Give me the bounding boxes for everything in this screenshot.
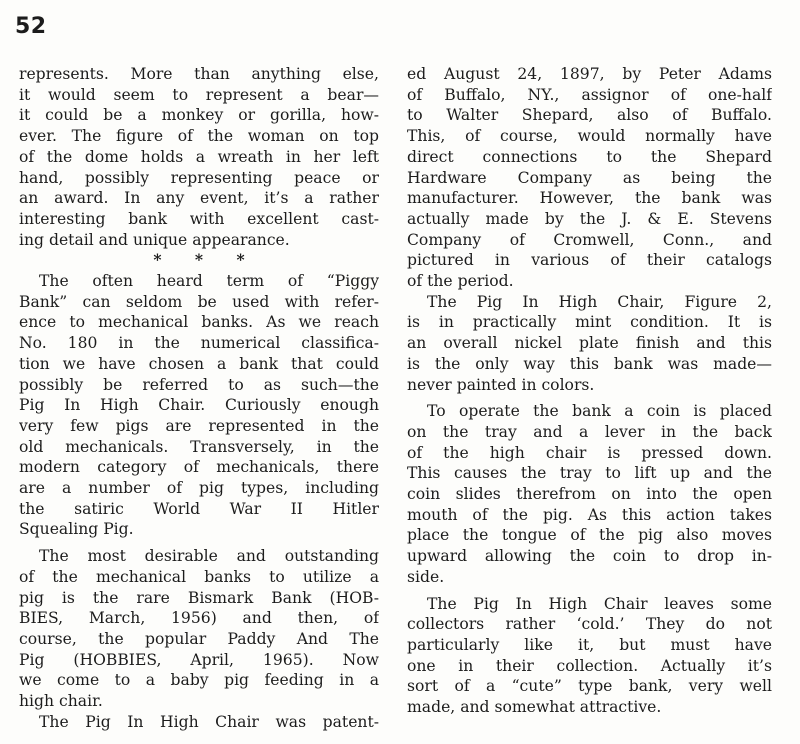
- text-line: BIES, March, 1956) and then, of: [19, 609, 379, 628]
- text-line: pig is the rare Bismark Bank (HOB-: [19, 588, 379, 607]
- text-line: ing detail and unique appearance.: [19, 230, 290, 249]
- text-line: ed August 24, 1897, by Peter Adams: [407, 65, 772, 83]
- text-line: possibly be referred to as such—the: [19, 375, 379, 394]
- paragraph: [19, 546, 379, 712]
- text-line: made, and somewhat attractive.: [407, 698, 662, 717]
- text-line: tion we have chosen a bank that could: [19, 354, 379, 373]
- text-line: ever. The figure of the woman on top: [19, 127, 379, 146]
- paragraph: [407, 401, 772, 587]
- paragraph: [19, 64, 379, 250]
- text-line: high chair.: [19, 692, 103, 711]
- text-line: it would seem to represent a bear—: [19, 85, 379, 104]
- paragraph: [19, 712, 379, 733]
- text-line: Company of Cromwell, Conn., and: [407, 230, 772, 249]
- text-line: old mechanicals. Transversely, in the: [19, 437, 379, 456]
- text-line: particularly like it, but must have: [407, 635, 772, 654]
- text-line: The Pig In High Chair was patent-: [39, 712, 379, 731]
- text-line: Pig In High Chair. Curiously enough: [19, 396, 379, 415]
- text-line: we come to a baby pig feeding in a: [19, 671, 379, 690]
- text-line: represents. More than anything else,: [19, 65, 379, 83]
- text-line: coin slides therefrom on into the open: [407, 485, 772, 504]
- text-line: manufacturer. However, the bank was: [407, 189, 772, 208]
- text-line: very few pigs are represented in the: [19, 416, 379, 435]
- paragraph: [407, 292, 772, 396]
- text-line: Bank” can seldom be used with refer-: [19, 292, 379, 311]
- text-line: of the period.: [407, 272, 514, 291]
- text-line: of the mechanical banks to utilize a: [19, 567, 379, 586]
- left-column: [19, 64, 379, 732]
- text-line: of the dome holds a wreath in her left: [19, 147, 379, 166]
- text-line: an award. In any event, it’s a rather: [19, 189, 379, 208]
- text-line: This causes the tray to lift up and the: [407, 464, 772, 483]
- right-column: [407, 64, 772, 718]
- text-line: modern category of mechanicals, there: [19, 458, 379, 477]
- text-line: pictured in various of their catalogs: [407, 251, 772, 270]
- text-line: are a number of pig types, including: [19, 479, 379, 498]
- text-line: Squealing Pig.: [19, 520, 134, 539]
- text-line: on the tray and a lever in the back: [407, 422, 772, 441]
- text-line: it could be a monkey or gorilla, how-: [19, 106, 379, 125]
- text-line: is in practically mint condition. It is: [407, 313, 772, 332]
- text-line: place the tongue of the pig also moves: [407, 526, 772, 545]
- text-line: of the high chair is pressed down.: [407, 443, 772, 462]
- text-line: The often heard term of “Piggy: [39, 272, 379, 291]
- text-line: course, the popular Paddy And The: [19, 629, 379, 648]
- text-line: hand, possibly representing peace or: [19, 168, 379, 187]
- text-line: This, of course, would normally have: [407, 127, 772, 146]
- text-line: mouth of the pig. As this action takes: [407, 505, 772, 524]
- text-line: ence to mechanical banks. As we reach: [19, 313, 379, 332]
- paragraph: [19, 271, 379, 540]
- text-line: collectors rather ‘cold.’ They do not: [407, 615, 772, 634]
- text-line: interesting bank with excellent cast-: [19, 209, 379, 228]
- text-line: To operate the bank a coin is placed: [427, 402, 772, 421]
- page-number: 52: [15, 14, 47, 39]
- text-line: the satiric World War II Hitler: [19, 499, 379, 518]
- text-line: is the only way this bank was made—: [407, 354, 772, 373]
- text-line: sort of a “cute” type bank, very well: [407, 677, 772, 696]
- text-line: Pig (HOBBIES, April, 1965). Now: [19, 650, 379, 669]
- text-line: The Pig In High Chair leaves some: [427, 594, 772, 613]
- text-line: The Pig In High Chair, Figure 2,: [427, 292, 772, 311]
- text-line: actually made by the J. & E. Stevens: [407, 209, 772, 228]
- text-line: never painted in colors.: [407, 375, 595, 394]
- text-line: of Buffalo, NY., assignor of one-half: [407, 85, 772, 104]
- paragraph: [407, 64, 772, 292]
- text-line: The most desirable and outstanding: [39, 547, 379, 566]
- paragraph: [407, 594, 772, 718]
- text-line: upward allowing the coin to drop in-: [407, 547, 772, 566]
- text-line: one in their collection. Actually it’s: [407, 656, 772, 675]
- text-line: an overall nickel plate finish and this: [407, 334, 772, 353]
- section-separator: * * *: [153, 250, 259, 270]
- text-line: side.: [407, 567, 445, 586]
- text-line: No. 180 in the numerical classifica-: [19, 334, 379, 353]
- text-line: to Walter Shepard, also of Buffalo.: [407, 106, 772, 125]
- text-line: direct connections to the Shepard: [407, 147, 772, 166]
- text-line: Hardware Company as being the: [407, 168, 772, 187]
